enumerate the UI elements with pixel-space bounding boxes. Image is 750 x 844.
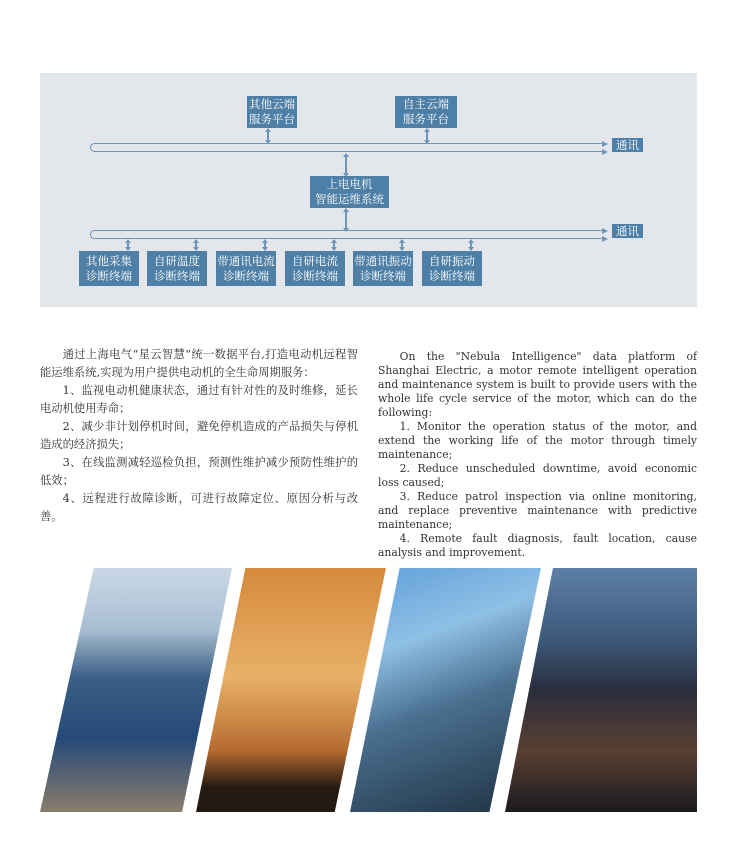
english-text: [378, 350, 697, 560]
own-cloud-box: [395, 96, 457, 128]
box-line: 带通讯振动: [354, 253, 412, 268]
comm-bus-bottom: [90, 230, 604, 239]
comm-label: 通讯: [612, 138, 643, 152]
comm-bus-top: [90, 143, 604, 152]
terminal-box: [147, 251, 207, 286]
connector-arrow: [401, 240, 403, 250]
box-line: 诊断终端: [86, 268, 132, 283]
box-line: 上电电机: [326, 177, 373, 191]
center-system-box: [310, 176, 389, 208]
paragraph: 3、在线监测减轻巡检负担，预测性维护减少预防性维护的低效；: [40, 456, 358, 487]
paragraph: 1、监视电动机健康状态，通过有针对性的及时维修，延长电动机使用寿命；: [40, 384, 358, 415]
box-line: 带通讯电流: [217, 253, 275, 268]
box-line: 诊断终端: [223, 268, 269, 283]
connector-arrow: [345, 154, 347, 176]
box-line: 自研温度: [154, 253, 200, 268]
connector-arrow: [345, 209, 347, 231]
connector-arrow: [195, 240, 197, 250]
city-night-photo: [505, 568, 697, 812]
chinese-text: [40, 346, 358, 526]
box-line: 智能运维系统: [315, 192, 384, 206]
terminal-box: [79, 251, 139, 286]
paragraph: 1. Monitor the operation status of the motor, and extend the working life of the motor through timely maintenance;: [378, 420, 697, 461]
box-line: 诊断终端: [292, 268, 338, 283]
arrow-icon: [602, 228, 608, 234]
arrow-icon: [602, 141, 608, 147]
box-line: 诊断终端: [429, 268, 475, 283]
connector-arrow: [470, 240, 472, 250]
paragraph: 通过上海电气“星云智慧”统一数据平台,打造电动机远程智能运维系统,实现为用户提供电动机的全生命周期服务：: [40, 348, 358, 379]
comm-label: 通讯: [612, 224, 643, 238]
terminal-box: [422, 251, 482, 286]
bridge-lake-photo: [40, 568, 232, 812]
box-line: 服务平台: [403, 112, 449, 126]
box-line: 诊断终端: [154, 268, 200, 283]
architecture-diagram: [40, 73, 697, 307]
connector-arrow: [426, 129, 428, 143]
terminal-box: [353, 251, 413, 286]
box-line: 其他采集: [86, 253, 132, 268]
terminal-box: [216, 251, 276, 286]
arrow-icon: [602, 149, 608, 155]
paragraph: 2、减少非计划停机时间，避免停机造成的产品损失与停机造成的经济损失；: [40, 420, 358, 451]
connector-arrow: [333, 240, 335, 250]
paragraph: 4、远程进行故障诊断，可进行故障定位、原因分析与改善。: [40, 492, 358, 523]
box-line: 其他云端: [249, 97, 295, 111]
box-line: 自研电流: [292, 253, 338, 268]
connector-arrow: [264, 240, 266, 250]
box-line: 诊断终端: [360, 268, 406, 283]
paragraph: 3. Reduce patrol inspection via online monitoring, and replace preventive maintenance with predictive maintenance;: [378, 490, 697, 531]
paragraph: On the "Nebula Intelligence" data platform of Shanghai Electric, a motor remote intelligent operation and maintenance system is built to provide users with the whole life cycle service of the motor, which can do the following:: [378, 350, 697, 419]
paragraph: 2. Reduce unscheduled downtime, avoid economic loss caused;: [378, 462, 697, 489]
arrow-icon: [602, 236, 608, 242]
other-cloud-box: [247, 96, 297, 128]
connector-arrow: [127, 240, 129, 250]
terminal-box: [285, 251, 345, 286]
paragraph: 4. Remote fault diagnosis, fault location, cause analysis and improvement.: [378, 532, 697, 559]
box-line: 自主云端: [403, 97, 449, 111]
box-line: 服务平台: [249, 112, 295, 126]
connector-arrow: [267, 129, 269, 143]
box-line: 自研振动: [429, 253, 475, 268]
